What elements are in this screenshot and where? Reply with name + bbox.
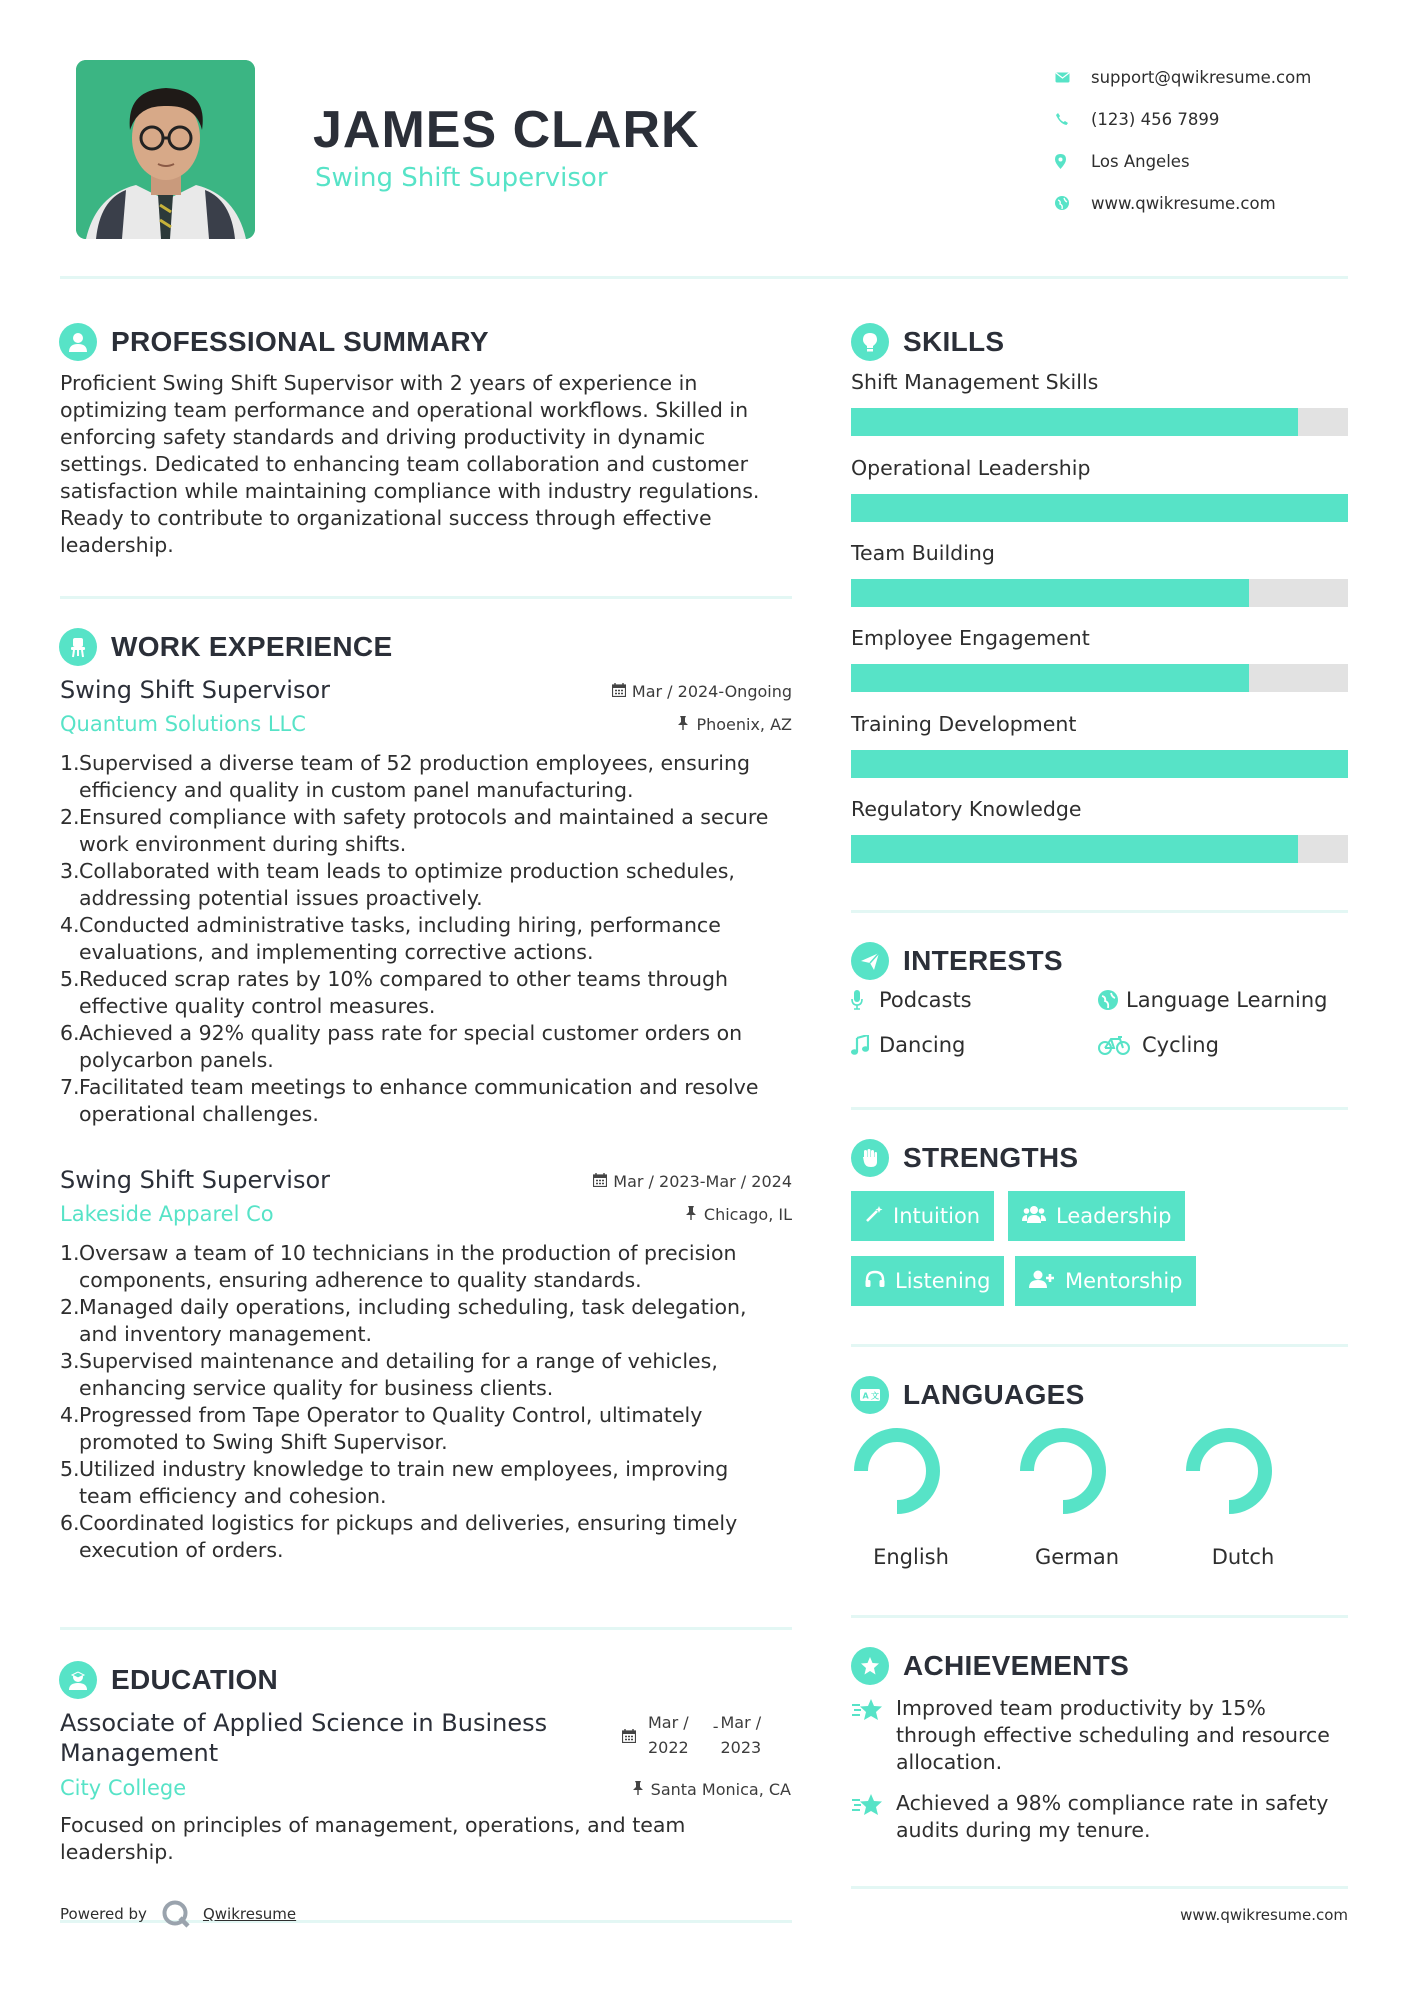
strength-tag: Listening [851, 1256, 1004, 1306]
fist-icon [851, 1139, 889, 1177]
star-icon [851, 1695, 896, 1776]
work-heading: WORK EXPERIENCE [59, 628, 392, 666]
list-item: 2. Managed daily operations, including scheduling, task delegation, and inventory management. [60, 1295, 747, 1346]
contact-website[interactable]: www.qwikresume.com [1055, 182, 1311, 224]
graduate-icon [59, 1661, 97, 1699]
skill-item: Operational Leadership [851, 456, 1348, 522]
education-location: Santa Monica, CA [633, 1780, 791, 1799]
education-heading: EDUCATION [59, 1661, 278, 1699]
users-icon [1022, 1204, 1046, 1228]
powered-by: Powered by Qwikresume [60, 1899, 296, 1929]
strength-tag: Leadership [1008, 1191, 1185, 1241]
list-item: 6. Achieved a 92% quality pass rate for special customer orders on polycarbon panels. [60, 1021, 743, 1072]
strength-tag: Intuition [851, 1191, 994, 1241]
strengths-heading: STRENGTHS [851, 1139, 1078, 1177]
skill-bar [851, 494, 1348, 522]
education-description: Focused on principles of management, operations, and team leadership. [60, 1813, 686, 1864]
user-icon [59, 323, 97, 361]
list-item: 7. Facilitated team meetings to enhance communication and resolve operational challenges. [60, 1075, 759, 1126]
skill-item: Training Development [851, 712, 1348, 778]
microphone-icon [851, 990, 879, 1010]
interest-item: Cycling [1098, 1033, 1219, 1057]
language-ring [1017, 1427, 1137, 1527]
qwikresume-link[interactable]: Qwikresume [202, 1905, 297, 1923]
skill-bar-fill [851, 408, 1298, 436]
degree-title: Associate of Applied Science in Business Management [60, 1709, 548, 1767]
company-name: Lakeside Apparel Co [60, 1202, 274, 1226]
skill-item: Team Building [851, 541, 1348, 607]
contact-phone[interactable]: (123) 456 7899 [1055, 98, 1311, 140]
list-item: 4. Progressed from Tape Operator to Quality Control, ultimately promoted to Swing Shift Supervisor. [60, 1403, 703, 1454]
language-ring [1183, 1427, 1303, 1527]
list-item: 2. Ensured compliance with safety protocols and maintained a secure work environment during shifts. [60, 805, 769, 856]
achievements-heading: ACHIEVEMENTS [851, 1647, 1129, 1685]
skill-item: Shift Management Skills [851, 370, 1348, 436]
list-item: 5. Reduced scrap rates by 10% compared to other teams through effective quality control measures. [60, 967, 729, 1018]
school-name: City College [60, 1776, 187, 1800]
skill-item: Employee Engagement [851, 626, 1348, 692]
candidate-title: Swing Shift Supervisor [315, 163, 608, 193]
star-icon [851, 1790, 896, 1844]
location-pin-icon [1055, 154, 1091, 169]
email-icon [1055, 72, 1091, 83]
languages-divider [851, 1615, 1348, 1618]
user-plus-icon [1029, 1269, 1055, 1293]
job-entry [60, 1166, 792, 1564]
skills-heading: SKILLS [851, 323, 1004, 361]
list-item: 3. Collaborated with team leads to optimize production schedules, addressing potential issues proactively. [60, 859, 735, 910]
calendar-icon [593, 1172, 607, 1191]
job-date: Mar / 2024-Ongoing [612, 682, 792, 701]
skill-bar-fill [851, 750, 1348, 778]
job-title: Swing Shift Supervisor [60, 676, 331, 704]
skill-bar [851, 664, 1348, 692]
interest-item: Dancing [851, 1033, 965, 1057]
skill-bar-fill [851, 494, 1348, 522]
interest-item: Language Learning [1098, 988, 1327, 1012]
pushpin-icon [633, 1780, 643, 1799]
education-dates: Mar / 2022 - Mar / 2023 [622, 1710, 761, 1760]
languages-heading: A 文 LANGUAGES [851, 1376, 1085, 1414]
phone-icon [1055, 112, 1091, 126]
pushpin-icon [678, 715, 688, 734]
contact-location: Los Angeles [1055, 140, 1311, 182]
skill-bar-fill [851, 579, 1249, 607]
qwikresume-logo-icon [161, 1899, 191, 1929]
language-item: Dutch [1183, 1427, 1303, 1569]
strengths-divider [851, 1344, 1348, 1347]
pushpin-icon [686, 1205, 696, 1224]
summary-divider [60, 596, 792, 599]
language-ring [851, 1427, 971, 1527]
bicycle-icon [1098, 1035, 1142, 1055]
header-divider [60, 276, 1348, 279]
svg-text:文: 文 [871, 1391, 879, 1401]
list-item: 1. Oversaw a team of 10 technicians in the production of precision components, ensuring adherence to quality standards. [60, 1241, 737, 1292]
job-date: Mar / 2023-Mar / 2024 [593, 1172, 792, 1191]
candidate-name: JAMES CLARK [313, 101, 700, 159]
job-bullets [60, 1240, 792, 1564]
interests-divider [851, 1107, 1348, 1110]
interest-item: Podcasts [851, 988, 972, 1012]
calendar-icon [622, 1725, 636, 1750]
list-item: 3. Supervised maintenance and detailing for a range of vehicles, enhancing service quality for business clients. [60, 1349, 718, 1400]
award-star-icon [851, 1647, 889, 1685]
language-icon [851, 1376, 889, 1414]
skill-bar-fill [851, 664, 1249, 692]
summary-text: Proficient Swing Shift Supervisor with 2 years of experience in optimizing team performance and operational workflows. Skilled in enforcing safety standards and driving productivity in dynamic settings. Dedicated to enhancing team collaboration and customer satisfaction while maintaining compliance with industry regulations. Ready to contribute to organizational success through effective leadership. [60, 371, 760, 557]
skill-bar [851, 408, 1348, 436]
globe-icon [1055, 196, 1091, 210]
company-name: Quantum Solutions LLC [60, 712, 306, 736]
paper-plane-icon [851, 942, 889, 980]
skills-divider [851, 910, 1348, 913]
headphones-icon [865, 1269, 885, 1293]
lightbulb-icon [851, 323, 889, 361]
language-item: German [1017, 1427, 1137, 1569]
achievement-item: Achieved a 98% compliance rate in safety audits during my tenure. [851, 1790, 1351, 1844]
job-location: Phoenix, AZ [678, 715, 792, 734]
calendar-icon [612, 682, 626, 701]
contact-block [1055, 56, 1311, 224]
language-item: English [851, 1427, 971, 1569]
skill-bar [851, 579, 1348, 607]
list-item: 1. Supervised a diverse team of 52 production employees, ensuring efficiency and quality in custom panel manufacturing. [60, 751, 750, 802]
interests-heading: INTERESTS [851, 942, 1063, 980]
skill-bar [851, 835, 1348, 863]
list-item: 4. Conducted administrative tasks, including hiring, performance evaluations, and implementing corrective actions. [60, 913, 721, 964]
magic-wand-icon [865, 1204, 883, 1228]
footer-website[interactable]: www.qwikresume.com [1180, 1906, 1348, 1924]
music-note-icon [851, 1035, 879, 1055]
strength-tag: Mentorship [1015, 1256, 1196, 1306]
profile-photo [76, 60, 255, 239]
skill-bar-fill [851, 835, 1298, 863]
svg-text:A: A [862, 1391, 869, 1401]
chair-icon [59, 628, 97, 666]
work-divider [60, 1627, 792, 1630]
job-title: Swing Shift Supervisor [60, 1166, 331, 1194]
list-item: 6. Coordinated logistics for pickups and deliveries, ensuring timely execution of orders. [60, 1511, 738, 1562]
job-location: Chicago, IL [686, 1205, 792, 1224]
job-entry [60, 676, 792, 1128]
job-bullets [60, 750, 792, 1128]
skill-item: Regulatory Knowledge [851, 797, 1348, 863]
contact-email[interactable]: support@qwikresume.com [1055, 56, 1311, 98]
achievement-item: Improved team productivity by 15% through effective scheduling and resource allocation. [851, 1695, 1351, 1776]
globe-icon [1098, 990, 1126, 1010]
achievements-divider [851, 1886, 1348, 1889]
list-item: 5. Utilized industry knowledge to train new employees, improving team efficiency and cohesion. [60, 1457, 729, 1508]
skill-bar [851, 750, 1348, 778]
summary-heading: PROFESSIONAL SUMMARY [59, 323, 489, 361]
